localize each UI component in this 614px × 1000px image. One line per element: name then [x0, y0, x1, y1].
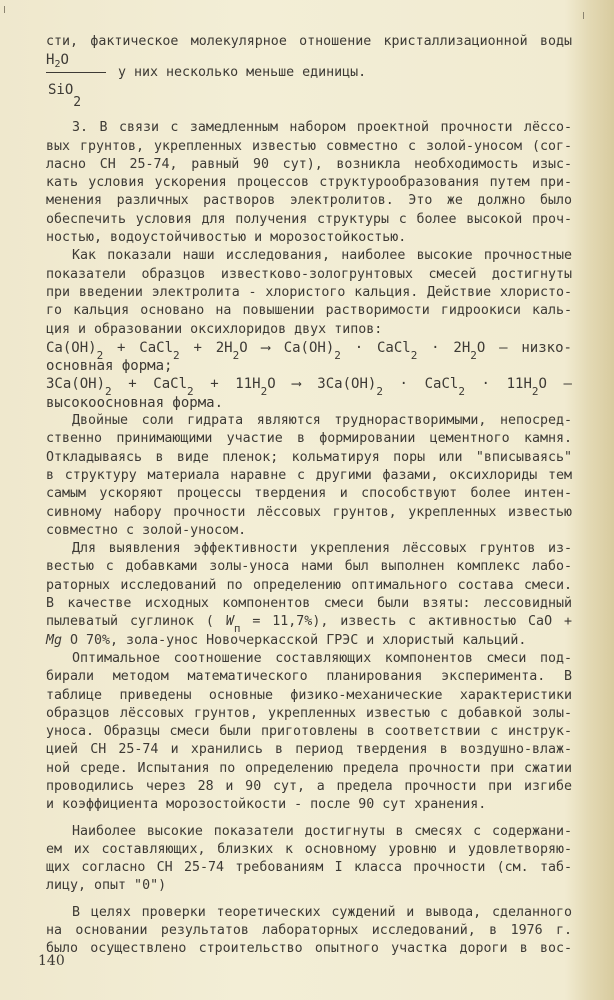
- formula-part: · 2H: [417, 339, 471, 356]
- text-line: лицу, опыт "0"): [46, 878, 167, 894]
- text-line: ция и образовании оксихлоридов двух типов:: [46, 321, 383, 337]
- paragraph: [46, 119, 572, 247]
- formula-part: + CaCl: [103, 339, 173, 356]
- text-line: сти, фактическое молекулярное отношение кристаллизационной воды: [46, 34, 572, 49]
- text-line: Оптимальное соотношение составляющих компонентов смеси под-: [72, 650, 572, 666]
- text-line: бирали методом математического планирования эксперимента. В: [46, 669, 572, 685]
- paragraph: [46, 904, 572, 959]
- text-line: раторных исследований по определению оптимального состава смеси.: [46, 577, 572, 593]
- fraction-h2o-sio2: [46, 51, 572, 119]
- formula-subscript: 2: [458, 385, 465, 399]
- text-line: Наиболее высокие показатели достигнуты в смесях с содержани-: [72, 823, 572, 839]
- text-line: Как показали наши исследования, наиболее высокие прочностные: [72, 248, 572, 264]
- formula-part: O: [60, 52, 69, 69]
- formula-part: Ca(OH): [46, 339, 97, 356]
- formula-subscript: 2: [73, 95, 82, 111]
- text-line: уноса. Образцы смеси были приготовлены в соответствии с инструк-: [46, 724, 572, 740]
- formula-part: + 2H: [179, 339, 233, 356]
- text-line: вестью с добавками золы-уноса нами был выполнен комплекс лабо-: [46, 559, 572, 575]
- text-line: образцов лёссовых грунтов, укрепленных известью с добавкой золы-: [46, 705, 572, 721]
- text-line: вых грунтов, укрепленных известью совместно с золой-уносом (сог-: [46, 138, 572, 154]
- formula-subscript: 2: [334, 348, 341, 362]
- formula-part: Mg: [46, 632, 63, 648]
- text-line: В качестве исходных компонентов смеси были взяты: лессовидный: [46, 596, 572, 612]
- paragraph: [46, 823, 572, 896]
- fraction-denominator: [48, 81, 82, 111]
- formula-subscript: 2: [96, 348, 104, 362]
- text-line: и коэффициента морозостойкости - после 90 сут хранения.: [46, 797, 487, 813]
- text-line: основная форма;: [46, 358, 173, 375]
- page-number: 140: [38, 953, 65, 969]
- formula-part: O 70%, зола-унос Новочеркасской ГРЭС и хлористый кальций.: [62, 632, 527, 648]
- document-page: [46, 33, 572, 959]
- formula-subscript: 2: [410, 348, 418, 362]
- text-line: [46, 613, 572, 636]
- formula-part: O ⟶ 3Ca(OH): [267, 376, 377, 393]
- text-line: при введении электролита - хлористого кальция. Действие хлористо-: [46, 284, 572, 300]
- text-line: щих согласно СН 25-74 требованиям I класса прочности (см. таб-: [46, 860, 572, 876]
- formula-part: · 11H: [464, 376, 532, 393]
- paragraph: [46, 412, 572, 540]
- formula-subscript: 2: [173, 348, 180, 362]
- text-line: В целях проверки теоретических суждений и вывода, сделанного: [72, 904, 572, 920]
- text-line: ем их составляющих, близких к основному уровню и удовлетворяю-: [46, 841, 572, 857]
- formula-subscript: 2: [187, 385, 194, 399]
- text-line: менения различных растворов электролитов. Это же должно было: [46, 193, 572, 209]
- formula-part: · CaCl: [340, 339, 411, 356]
- text-line: Откладываясь в виде пленок; кольматируя поры или "вписываясь": [46, 449, 572, 465]
- text-line: ностью, водоустойчивостью и морозостойкостью.: [46, 230, 407, 246]
- text-line: сивному набору прочности лёссовых грунтов, укрепленных известью: [46, 504, 572, 520]
- paragraph: [46, 247, 572, 338]
- text-line: ной среде. Испытания по определению предела прочности при сжатии: [46, 760, 572, 776]
- equation-line: [46, 339, 572, 362]
- formula-subscript: п: [233, 622, 241, 636]
- body-text: [46, 119, 572, 958]
- text-line: самым ускоряют процессы твердения и способствуют более интен-: [46, 486, 572, 502]
- formula-part: O –: [538, 376, 572, 393]
- formula-part: W: [225, 614, 234, 630]
- text-line: обеспечить условия для получения структуры с более высокой проч-: [46, 211, 572, 227]
- formula-part: O ⟶ Ca(OH): [239, 339, 335, 356]
- formula-subscript: 2: [260, 385, 268, 399]
- formula-part: = 11,7%), известь с активностью СаО +: [240, 614, 572, 630]
- formula-part: SiO: [48, 82, 74, 99]
- fraction-text: у них несколько меньше единицы.: [118, 65, 367, 81]
- text-line: показатели образцов известково-зологрунтовых смесей достигнуты: [46, 266, 572, 282]
- formula-part: H: [46, 52, 55, 69]
- formula-subscript: 2: [376, 385, 383, 399]
- text-line: таблице приведены основные физико-механические характеристики: [46, 687, 572, 703]
- formula-subscript: 2: [105, 385, 112, 399]
- text-line: кать условия ускорения процессов структурообразования путем при-: [46, 175, 572, 191]
- formula-subscript: 2: [54, 59, 61, 71]
- text-line: было осуществлено строительство опытного участка дороги в вос-: [46, 941, 572, 957]
- formula-subscript: 2: [531, 385, 539, 399]
- formula-part: 3Ca(OH): [46, 376, 106, 393]
- text-line: совместно с золой-уносом.: [46, 522, 247, 538]
- text-line: ласно СН 25-74, равный 90 сут), возникла необходимость изыс-: [46, 156, 572, 172]
- equation-line: [46, 375, 572, 399]
- text-line: цией СН 25-74 и хранились в период твердения в воздушно-влаж-: [46, 742, 572, 758]
- scan-mark: [4, 6, 5, 13]
- text-line: 3. В связи с замедленным набором проектной прочности лёссо-: [72, 120, 572, 136]
- text-line: на основании результатов лабораторных исследований, в 1976 г.: [46, 923, 572, 939]
- text-line: высокоосновная форма.: [46, 394, 224, 411]
- scan-mark: [583, 12, 584, 19]
- formula-subscript: 2: [470, 348, 477, 362]
- text-line: проводились через 28 и 90 сут, а предела прочности при изгибе: [46, 778, 572, 794]
- paragraph: [46, 540, 572, 650]
- fraction-bar: [46, 72, 106, 73]
- formula-subscript: 2: [232, 348, 240, 362]
- text-line: го кальция основано на повышении растворимости гидроокиси каль-: [46, 303, 572, 319]
- text-line: ственно принимающими участие в формировании цементного камня.: [46, 431, 572, 447]
- text-line: Двойные соли гидрата являются труднорастворимыми, непосред-: [72, 413, 572, 429]
- fraction-numerator: [46, 51, 69, 71]
- paragraph: [46, 650, 572, 815]
- formula-part: O – низко-: [476, 339, 572, 356]
- equation-block: [46, 339, 572, 412]
- text-line: [46, 632, 572, 650]
- formula-part: + 11H: [193, 376, 261, 393]
- text-line: Для выявления эффективности укрепления лёссовых грунтов из-: [72, 541, 572, 557]
- formula-part: пылеватый суглинок (: [46, 614, 226, 630]
- text-line: в структуру материала наравне с другими фазами, оксихлориды тем: [46, 467, 572, 483]
- formula-part: + CaCl: [111, 376, 188, 393]
- formula-part: · CaCl: [382, 376, 459, 393]
